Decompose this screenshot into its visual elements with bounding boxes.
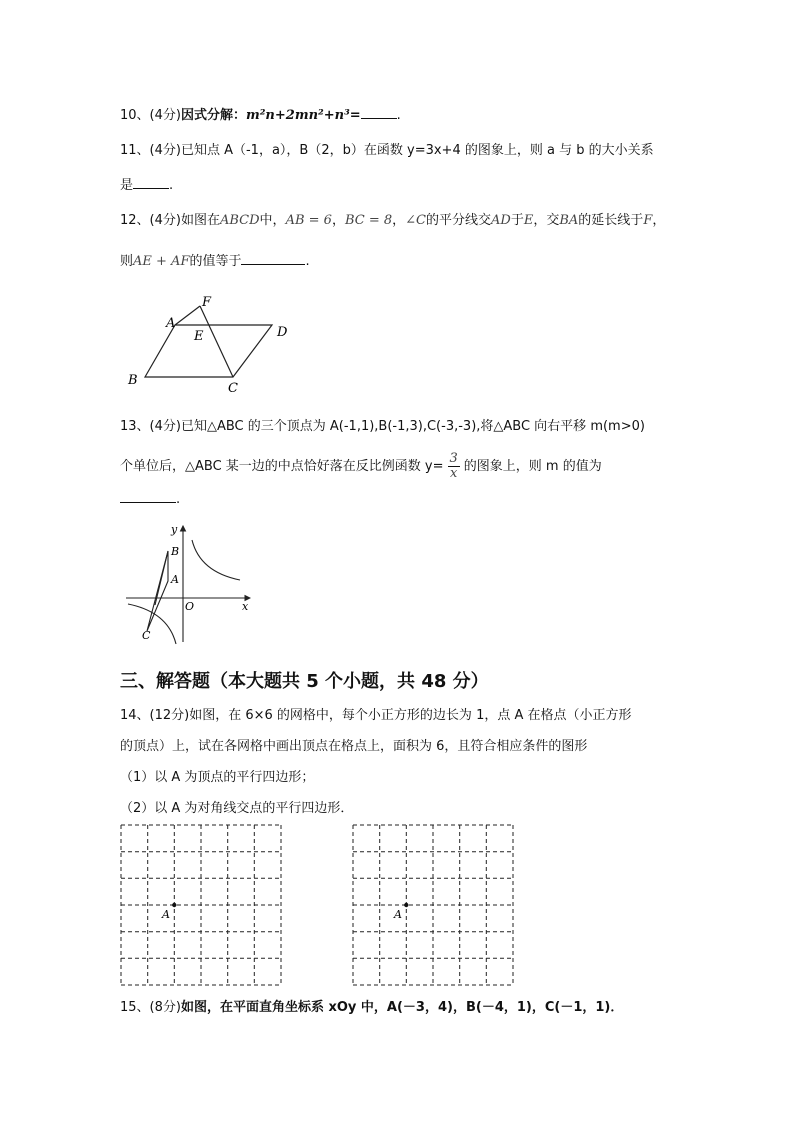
label-c: C — [142, 629, 151, 642]
q12-answer-blank[interactable] — [241, 252, 305, 265]
q14-line1 — [120, 707, 632, 725]
segment-cf — [200, 306, 233, 377]
label-b: B — [128, 373, 138, 388]
q12-math-angle: ∠C — [405, 213, 426, 228]
q15-score: (8分) — [149, 1000, 181, 1015]
q13-fraction-denominator: x — [449, 466, 458, 481]
q12-text-2: 中， — [259, 213, 286, 228]
q12-text-1: 如图在 — [180, 213, 220, 228]
label-o: O — [185, 600, 195, 613]
q14-item1-text: （1）以 A 为顶点的平行四边形； — [120, 770, 315, 785]
q12-text-3: 的平分线交 — [425, 213, 491, 228]
q14-item2 — [120, 800, 353, 818]
q13-score: (4分) — [149, 419, 181, 434]
q11-continuation: 是 — [120, 178, 134, 193]
q14-text-1: 如图，在 6×6 的网格中，每个小正方形的边长为 1，点 A 在格点（小正方形 — [189, 708, 632, 723]
q12-math-f: F — [643, 213, 653, 228]
q13-text-1: 已知△ABC 的三个顶点为 A(-1,1),B(-1,3),C(-3,-3),将△ABC 向右平移 m(m>0) — [180, 419, 645, 434]
q12-text-4: 于 — [510, 213, 524, 228]
q13-text-2: 个单位后，△ABC 某一边的中点恰好落在反比例函数 y= — [120, 459, 444, 474]
q12-math-ba: BA — [559, 213, 579, 228]
grid-left[interactable] — [120, 824, 284, 988]
q11-answer-blank[interactable] — [133, 176, 169, 189]
grid-left-label-a: A — [162, 908, 170, 921]
q11-prompt: 已知点 A（-1，a），B（2，b）在函数 y=3x+4 的图象上，则 a 与 b 的大小关系 — [180, 143, 654, 158]
q10-line — [120, 106, 401, 125]
q13-text-3: 的图象上，则 m 的值为 — [463, 459, 602, 474]
label-a: A — [171, 573, 179, 586]
q12-sep-2: ， — [392, 213, 406, 228]
q12-math-ad: AD — [491, 213, 511, 228]
q12-period: . — [305, 254, 310, 269]
q14-number: 14、 — [120, 708, 150, 723]
q14-item1 — [120, 769, 314, 787]
q12-text-6: 的延长线于 — [578, 213, 644, 228]
q15-line — [120, 999, 623, 1017]
q14-item2-text: （2）以 A 为对角线交点的平行四边形． — [120, 801, 354, 816]
q12-math-ab: AB = 6 — [285, 213, 332, 228]
q11-line2 — [120, 176, 173, 195]
q12-text-7: ， — [652, 213, 666, 228]
grid-left-point-a — [172, 903, 176, 907]
grid-right-point-a — [404, 903, 408, 907]
q13-hyperbola-figure — [120, 520, 260, 645]
label-c: C — [228, 381, 238, 396]
label-d: D — [277, 325, 288, 340]
q12-parallelogram-figure — [120, 290, 300, 400]
q12-number: 12、 — [120, 213, 150, 228]
label-b: B — [171, 545, 180, 558]
q13-line3 — [120, 490, 180, 509]
q13-answer-blank[interactable] — [120, 490, 176, 503]
q10-score: (4分) — [149, 108, 181, 123]
parallelogram-abcd — [145, 325, 272, 377]
q10-answer-blank[interactable] — [361, 106, 397, 119]
q12-sep-1: ， — [331, 213, 345, 228]
q11-score: (4分) — [149, 143, 181, 158]
q11-period: . — [169, 178, 174, 193]
q10-period: . — [396, 108, 401, 123]
q14-score: (12分) — [149, 708, 190, 723]
grid-right-label-a: A — [394, 908, 402, 921]
q15-text: 如图，在平面直角坐标系 xOy 中，A(－3，4)，B(－4，1)，C(－1，1)． — [180, 1000, 624, 1015]
q11-line1 — [120, 142, 654, 160]
hyperbola-branch-q1 — [192, 540, 240, 580]
label-x: x — [242, 600, 249, 613]
segment-af-extension — [175, 306, 200, 325]
q10-number: 10、 — [120, 108, 150, 123]
grid-right-lines — [353, 825, 513, 985]
section-three-heading: 三、解答题（本大题共 5 个小题，共 48 分） — [120, 671, 489, 692]
q12-text-9: 的值等于 — [189, 254, 242, 269]
q13-fraction — [448, 452, 460, 481]
q12-math-sum: AE + AF — [133, 254, 190, 269]
q12-text-5: ，交 — [533, 213, 560, 228]
label-y: y — [171, 523, 178, 536]
grid-left-lines — [121, 825, 281, 985]
label-a: A — [166, 316, 176, 331]
q14-line2 — [120, 738, 587, 756]
q15-number: 15、 — [120, 1000, 150, 1015]
q12-math-abcd: ABCD — [219, 213, 260, 228]
grid-right[interactable] — [352, 824, 516, 988]
label-e: E — [194, 329, 204, 344]
q13-line1 — [120, 418, 645, 436]
q12-line2 — [120, 252, 310, 271]
q14-text-2: 的顶点）上，试在各网格中画出顶点在格点上，面积为 6，且符合相应条件的图形 — [120, 739, 588, 754]
q13-number: 13、 — [120, 419, 150, 434]
q12-math-e: E — [523, 213, 534, 228]
q12-text-8: 则 — [120, 254, 134, 269]
q12-math-bc: BC = 8 — [344, 213, 393, 228]
q11-number: 11、 — [120, 143, 150, 158]
label-f: F — [202, 295, 212, 310]
q13-line2 — [120, 452, 602, 481]
q13-fraction-numerator: 3 — [449, 451, 458, 466]
q12-line1 — [120, 212, 665, 230]
q10-prompt: 因式分解： — [180, 108, 246, 123]
q12-score: (4分) — [149, 213, 181, 228]
q10-expression: m²n+2mn²+n³= — [245, 108, 361, 123]
q13-period: . — [176, 492, 181, 507]
